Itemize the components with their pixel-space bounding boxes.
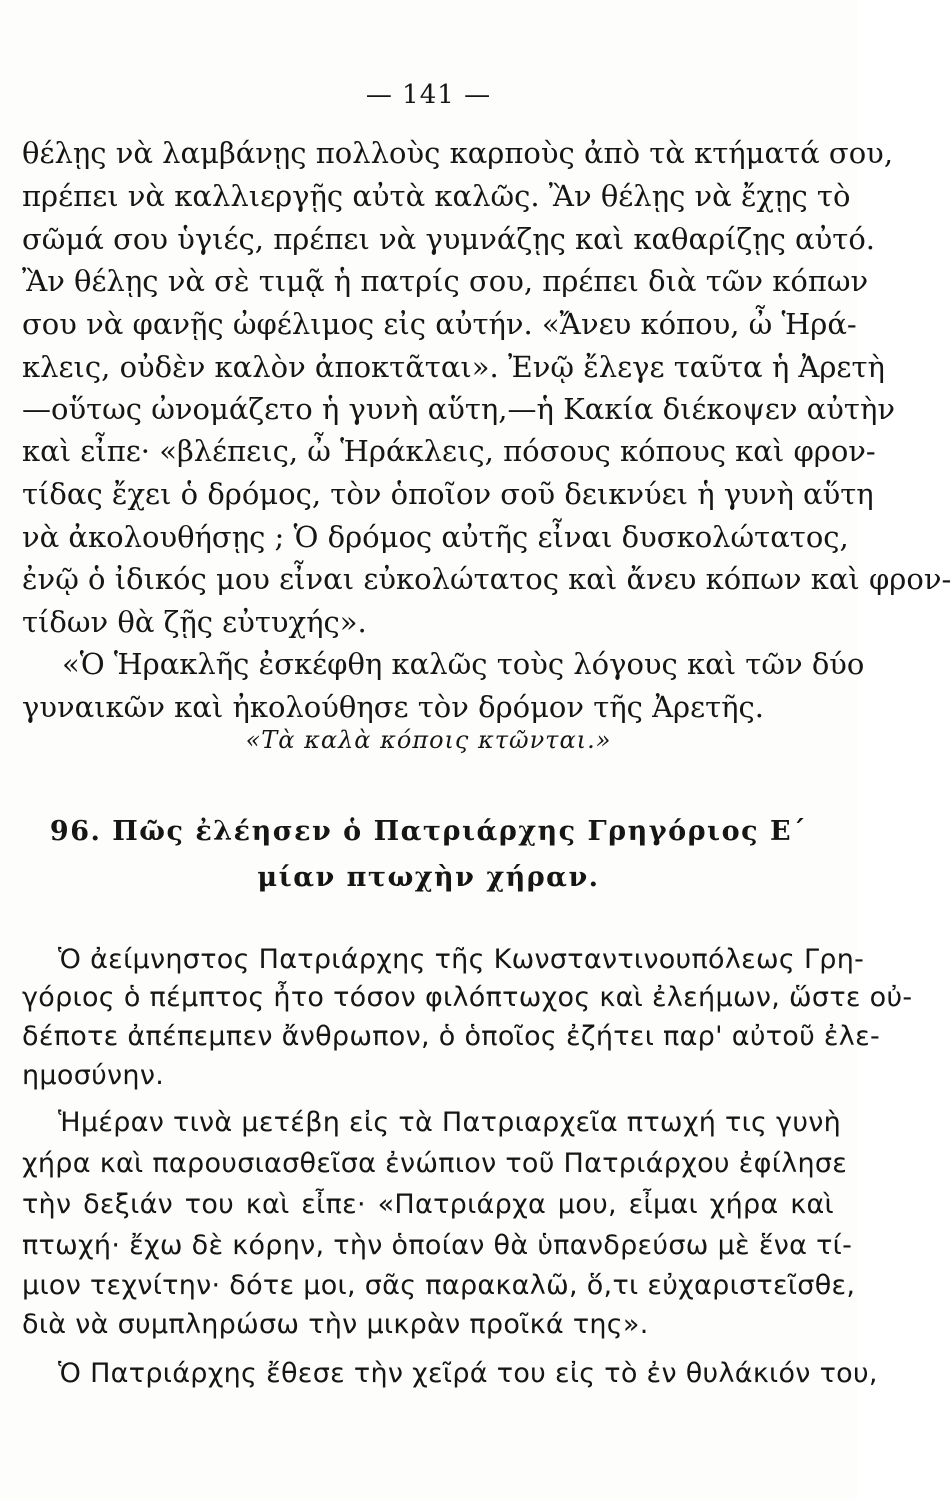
text-line: κλεις, οὐδὲν καλὸν ἀποκτᾶται». Ἐνῷ ἔλεγε ταῦτα ἡ Ἀρετὴ [22, 350, 885, 384]
text-line: —οὕτως ὠνομάζετο ἡ γυνὴ αὕτη,—ἡ Κακία διέκοψεν αὐτὴν [22, 392, 895, 426]
chapter-heading: 96. Πῶς ἐλέησεν ὁ Πατριάρχης Γρηγόριος Ε΄ [49, 816, 808, 847]
text-line: μιον τεχνίτην· δότε μοι, σᾶς παρακαλῶ, ὅ,τι εὐχαριστεῖσθε, [22, 1270, 856, 1301]
text-line: δέποτε ἀπέπεμπεν ἄνθρωπον, ὁ ὁποῖος ἐζήτει παρ' αὐτοῦ ἐλε- [22, 1021, 881, 1052]
text-line: σῶμά σου ὑγιές, πρέπει νὰ γυμνάζῃς καὶ καθαρίζῃς αὐτό. [22, 222, 875, 256]
text-line: τὴν δεξιάν του καὶ εἶπε· «Πατριάρχα μου, εἶμαι χήρα καὶ [22, 1189, 834, 1220]
text-line: διὰ νὰ συμπληρώσω τὴν μικρὰν προῖκά της». [22, 1309, 649, 1340]
text-line: γυναικῶν καὶ ἠκολούθησε τὸν δρόμον τῆς Ἀρετῆς. [22, 690, 765, 724]
text-line: Ὁ ἀείμνηστος Πατριάρχης τῆς Κωνσταντινουπόλεως Γρη- [58, 944, 865, 975]
text-line: Ὁ Πατριάρχης ἔθεσε τὴν χεῖρά του εἰς τὸ ἐν θυλάκιόν του, [58, 1358, 878, 1389]
page-number: — 141 — [365, 80, 492, 110]
text-line: γόριος ὁ πέμπτος ἦτο τόσον φιλόπτωχος καὶ ἐλεήμων, ὥστε οὐ- [22, 982, 913, 1013]
text-line: καὶ εἶπε· «βλέπεις, ὦ Ἡράκλεις, πόσους κόπους καὶ φρον- [22, 434, 876, 468]
chapter-heading-continued: μίαν πτωχὴν χήραν. [257, 862, 600, 893]
proverb: «Τὰ καλὰ κόποις κτῶνται.» [245, 726, 612, 754]
text-line: θέλῃς νὰ λαμβάνῃς πολλοὺς καρποὺς ἀπὸ τὰ κτήματά σου, [22, 136, 894, 170]
text-line: τίδας ἔχει ὁ δρόμος, τὸν ὁποῖον σοῦ δεικνύει ἡ γυνὴ αὕτη [22, 477, 874, 511]
text-line: ἐνῷ ὁ ἰδικός μου εἶναι εὐκολώτατος καὶ ἄνευ κόπων καὶ φρον- [22, 562, 951, 596]
text-line: πτωχή· ἔχω δὲ κόρην, τὴν ὁποίαν θὰ ὑπανδρεύσω μὲ ἕνα τί- [22, 1230, 853, 1261]
text-line: τίδων θὰ ζῇς εὐτυχής». [22, 605, 367, 639]
text-line: «Ὁ Ἡρακλῆς ἐσκέφθη καλῶς τοὺς λόγους καὶ τῶν δύο [62, 647, 865, 681]
text-line: νὰ ἀκολουθήσῃς ; Ὁ δρόμος αὐτῆς εἶναι δυσκολώτατος, [22, 520, 849, 554]
text-line: Ἂν θέλῃς νὰ σὲ τιμᾷ ἡ πατρίς σου, πρέπει διὰ τῶν κόπων [22, 264, 869, 298]
text-line: πρέπει νὰ καλλιεργῇς αὐτὰ καλῶς. Ἂν θέλῃς νὰ ἔχῃς τὸ [22, 179, 851, 213]
text-line: σου νὰ φανῇς ὠφέλιμος εἰς αὐτήν. «Ἄνευ κόπου, ὦ Ἡρά- [22, 307, 857, 341]
text-line: ημοσύνην. [22, 1060, 165, 1091]
text-line: Ἡμέραν τινὰ μετέβη εἰς τὰ Πατριαρχεῖα πτωχή τις γυνὴ [58, 1107, 842, 1138]
text-line: χήρα καὶ παρουσιασθεῖσα ἐνώπιον τοῦ Πατριάρχου ἐφίλησε [22, 1148, 848, 1179]
